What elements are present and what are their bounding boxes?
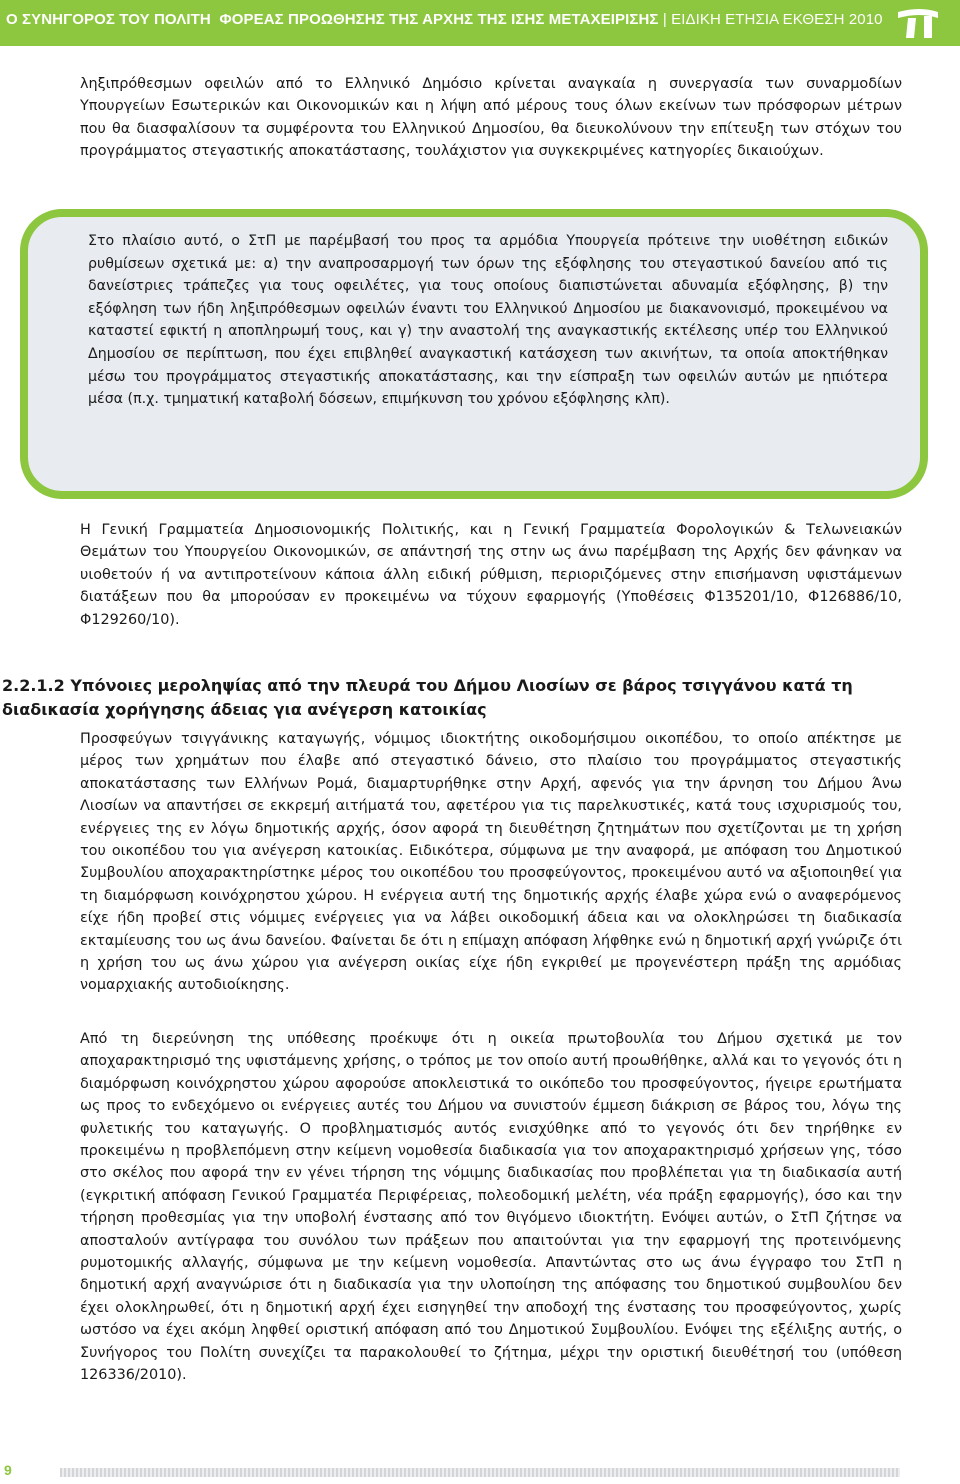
header-report-name: ΕΙΔΙΚΗ ΕΤΗΣΙΑ ΕΚΘΕΣΗ 2010: [671, 11, 883, 28]
section-heading: 2.2.1.2 Υπόνοιες μεροληψίας από την πλευρά του Δήμου Λιοσίων σε βάρος τσιγγάνου κατά τη διαδικασία χορήγησης άδειας για ανέγερση κατοικίας: [2, 676, 853, 719]
page-header: [0, 0, 960, 46]
page-number: 9: [4, 1462, 12, 1478]
body-paragraph-4: Από τη διερεύνηση της υπόθεσης προέκυψε ότι η οικεία πρωτοβουλία του Δήμου σχετικά με τον αποχαρακτηρισμό της υφιστάμενης χρήσης, ο τρόπος με τον οποίο αυτή προωθήθηκε, αλλά και το γεγονός ότι η διαμόρφωση κοινόχρηστου χώρου αφορούσε αποκλειστικά το οικόπεδο του προσφεύγοντος, ήγειρε ερωτήματα ως προς το ενδεχόμενο οι ενέργειες αυτές του Δήμου να συνιστούν έμμεση διάκριση σε βάρος του, λόγω της φυλετικής του καταγωγής. Ο προβληματισμός αυτός ενισχύθηκε από το γεγονός ότι δεν τηρήθηκε εν προκειμένω η προβλεπόμενη στην κείμενη νομοθεσία διαδικασία για τον αποχαρακτηρισμό χρήσεων γης, τόσο στο σκέλος που αφορά την εν γένει τήρηση της νόμιμης διαδικασίας που προβλέπεται για τη διαδικασία αυτή (εγκριτική απόφαση Γενικού Γραμματέα Περιφέρειας, πολεοδομική μελέτη, νέα πράξη εφαρμογής), όσο και την τήρηση προθεσμίας για την υποβολή ένστασης από τον θιγόμενο ιδιοκτήτη. Ενόψει αυτών, ο ΣτΠ ζήτησε να αποσταλούν αντίγραφα του συνόλου των πράξεων που απαιτούνται για την εφαρμογή της προτεινόμενης ρυμοτομικής αλλαγής, σύμφωνα με την κείμενη νομοθεσία. Απαντώντας στο ως άνω έγγραφο του ΣτΠ η δημοτική αρχή αναγνώρισε ότι η διαδικασία για την υλοποίηση της απόφασης του δημοτικού συμβουλίου δεν έχει ολοκληρωθεί, ότι η δημοτική αρχή έχει εισηγηθεί την αποδοχή της ένστασης του προσφεύγοντος, χωρίς ωστόσο να έχει ακόμη ληφθεί οριστική απόφαση από του Δημοτικού Συμβουλίου. Ενόψει της εξέλιξης αυτής, ο Συνήγορος του Πολίτη συνεχίζει τα παρακολουθεί το ζήτημα, μέχρι την οριστική διευθέτησή του (υπόθεση 126336/2010).: [80, 1031, 902, 1384]
body-paragraph-3: Προσφεύγων τσιγγάνικης καταγωγής, νόμιμος ιδιοκτήτης οικοδομήσιμου οικοπέδου, το οποίο απέκτησε με μέρος των χρημάτων που έλαβε από στεγαστικό δάνειο, στο πλαίσιο του προγράμματος στεγαστικής αποκατάστασης των Ελλήνων Ρομά, διαμαρτυρήθηκε στην Αρχή, αφενός για την άρνηση του Δήμου Άνω Λιοσίων να απαντήσει σε εκκρεμή αιτήματά του, αφετέρου για τις παρελκυστικές, κατά τους ισχυρισμούς του, ενέργειες της εν λόγω δημοτικής αρχής, όσον αφορά τη διευθέτηση ζητημάτων που σχετίζονται με τη χρήση του οικοπέδου του για ανέγερση κατοικίας. Ειδικότερα, σύμφωνα με την αναφορά, με απόφαση του Δημοτικού Συμβουλίου αποχαρακτηρίστηκε μέρος του οικοπέδου του προσφεύγοντος, προκειμένου αυτό να αξιοποιηθεί για τη διαμόρφωση κοινόχρηστου χώρου. Η ενέργεια αυτή της δημοτικής αρχής έλαβε χώρα ενώ ο αναφερόμενος είχε ήδη προβεί στις νόμιμες ενέργειες για να λάβει οικοδομική άδεια και να ολοκληρώσει τη διαδικασία εκταμίευσης του ως άνω δανείου. Φαίνεται δε ότι η επίμαχη απόφαση λήφθηκε ενώ η δημοτική αρχή γνώριζε ότι η χρήση του ως άνω χώρου για ανέγερση οικίας είχε ήδη εγκριθεί με προγενέστερη πράξη της αρμόδιας νομαρχιακής αυτοδιοίκησης.: [80, 731, 902, 994]
highlight-text: Στο πλαίσιο αυτό, ο ΣτΠ με παρέμβασή του προς τα αρμόδια Υπουργεία πρότεινε την υιοθέτηση ειδικών ρυθμίσεων σχετικά με: α) την αναπροσαρμογή των όρων της εξόφλησης του στεγαστικού δανείου από τις δανείστριες τράπεζες για τους οφειλέτες, για τους οποίους διαπιστώνεται αδυναμία εξόφλησης, β) την εξόφληση των ήδη ληξιπρόθεσμων οφειλών έναντι του Ελληνικού Δημοσίου με διακανονισμό, προκειμένου να καταστεί εφικτή η αποπληρωμή τους, και γ) την αναστολή της αναγκαστικής εκτέλεσης υπέρ του Ελληνικού Δημοσίου σε περίπτωση, που έχει επιβληθεί αναγκαστική κατάσχεση των ακινήτων, τα οποία αποκτήθηκαν μέσω του προγράμματος στεγαστικής αποκατάστασης, και την είσπραξη των οφειλών αυτών με ηπιότερα μέσα (π.χ. τμηματική καταβολή δόσεων, επιμήκυνση του χρόνου εξόφλησης κλπ).: [88, 233, 888, 408]
body-paragraph-2: Η Γενική Γραμματεία Δημοσιονομικής Πολιτικής, και η Γενική Γραμματεία Φορολογικών & Τελωνειακών Θεμάτων του Υπουργείου Οικονομικών, σε απάντησή της στην ως άνω παρέμβαση της Αρχής δεν φάνηκαν να υιοθετούν ή να αντιπροτείνουν κάποια άλλη ειδική ρύθμιση, περιοριζόμενες στην επισήμανση υφιστάμενων διατάξεων που θα μπορούσαν εν προκειμένω να τύχουν εφαρμογής (Υποθέσεις Φ135201/10, Φ126886/10, Φ129260/10).: [80, 522, 902, 628]
footer-divider: [60, 1468, 900, 1477]
header-title: [6, 11, 886, 28]
header-separator: |: [662, 11, 667, 28]
ombudsman-logo-icon: [894, 4, 944, 42]
header-body-name: ΦΟΡΕΑΣ ΠΡΟΩΘΗΣΗΣ ΤΗΣ ΑΡΧΗΣ ΤΗΣ ΙΣΗΣ ΜΕΤΑΧΕΙΡΙΣΗΣ: [219, 11, 659, 28]
header-org-name: Ο ΣΥΝΗΓΟΡΟΣ ΤΟΥ ΠΟΛΙΤΗ: [6, 11, 211, 28]
highlight-box: [20, 209, 928, 499]
body-paragraph-1: ληξιπρόθεσμων οφειλών από το Ελληνικό Δημόσιο κρίνεται αναγκαία η συνεργασία των συναρμοδίων Υπουργείων Εσωτερικών και Οικονομικών και η λήψη από μέρους τους όλων εκείνων των πρόσφορων μέτρων που θα διασφαλίσουν τα συμφέροντα του Ελληνικού Δημοσίου, θα διευκολύνουν την επίτευξη των στόχων του προγράμματος στεγαστικής αποκατάστασης, τουλάχιστον για συγκεκριμένες κατηγορίες δικαιούχων.: [80, 76, 902, 160]
